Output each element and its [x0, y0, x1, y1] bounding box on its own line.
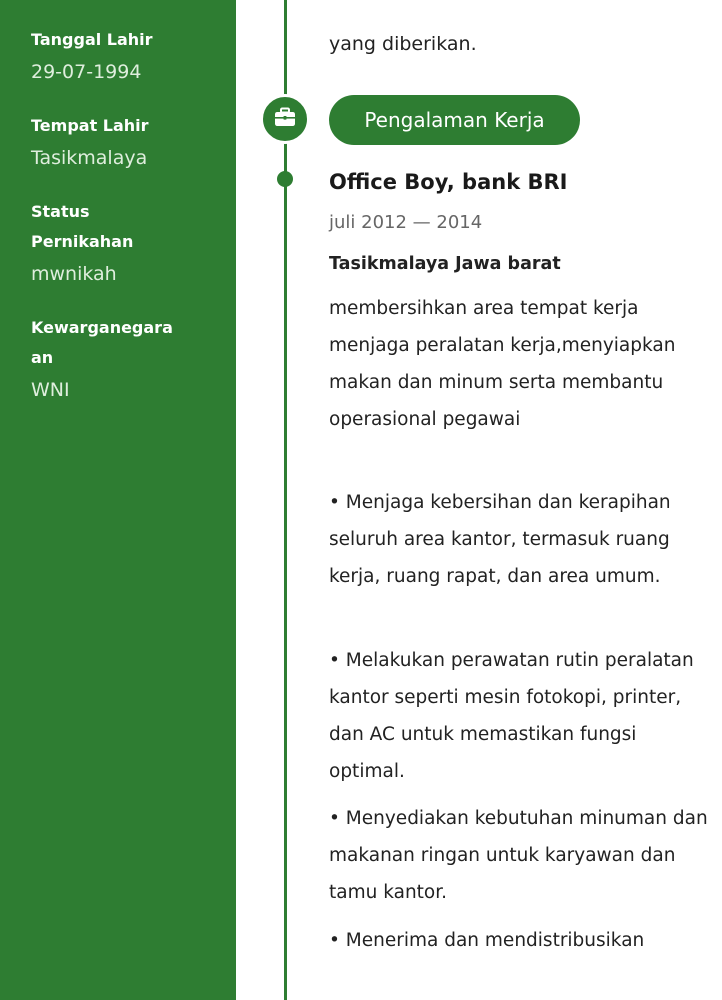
birth-date-label: Tanggal Lahir	[31, 30, 153, 49]
job-location: Tasikmalaya Jawa barat	[329, 254, 561, 274]
citizenship-value: WNI	[31, 379, 70, 401]
birth-place-value: Tasikmalaya	[31, 147, 148, 169]
section-icon-badge	[260, 94, 310, 144]
job-duty-bullet: • Menyediakan kebutuhan minuman dan makanan ringan untuk karyawan dan tamu kantor.	[329, 808, 708, 903]
marital-status-field	[31, 197, 221, 291]
marital-status-label-line1: Status	[31, 202, 90, 221]
timeline-entry-dot	[277, 171, 293, 187]
birth-place-field	[31, 111, 221, 175]
timeline-line	[284, 0, 287, 1000]
briefcase-icon	[274, 107, 296, 131]
job-dates: juli 2012 — 2014	[329, 212, 483, 233]
previous-section-text-tail: yang diberikan.	[329, 33, 477, 55]
job-summary: membersihkan area tempat kerja menjaga peralatan kerja,menyiapkan makan dan minum serta membantu operasional pegawai	[329, 298, 676, 430]
job-duty-bullet: • Menerima dan mendistribusikan	[329, 930, 645, 951]
job-duty-bullet: • Menjaga kebersihan dan kerapihan seluruh area kantor, termasuk ruang kerja, ruang rapat, dan area umum.	[329, 492, 671, 587]
job-title: Office Boy, bank BRI	[329, 170, 568, 194]
job-duty-bullet: • Melakukan perawatan rutin peralatan kantor seperti mesin fotokopi, printer, dan AC untuk memastikan fungsi optimal.	[329, 650, 694, 782]
birth-place-label: Tempat Lahir	[31, 116, 149, 135]
marital-status-value: mwnikah	[31, 263, 117, 285]
citizenship-field	[31, 313, 221, 407]
section-title-pill: Pengalaman Kerja	[329, 95, 580, 145]
birth-date-field	[31, 25, 221, 89]
marital-status-label-line2: Pernikahan	[31, 232, 134, 251]
birth-date-value: 29-07-1994	[31, 61, 142, 83]
citizenship-label-line2: an	[31, 348, 54, 367]
citizenship-label-line1: Kewarganegara	[31, 318, 173, 337]
personal-info-sidebar	[0, 0, 236, 1000]
